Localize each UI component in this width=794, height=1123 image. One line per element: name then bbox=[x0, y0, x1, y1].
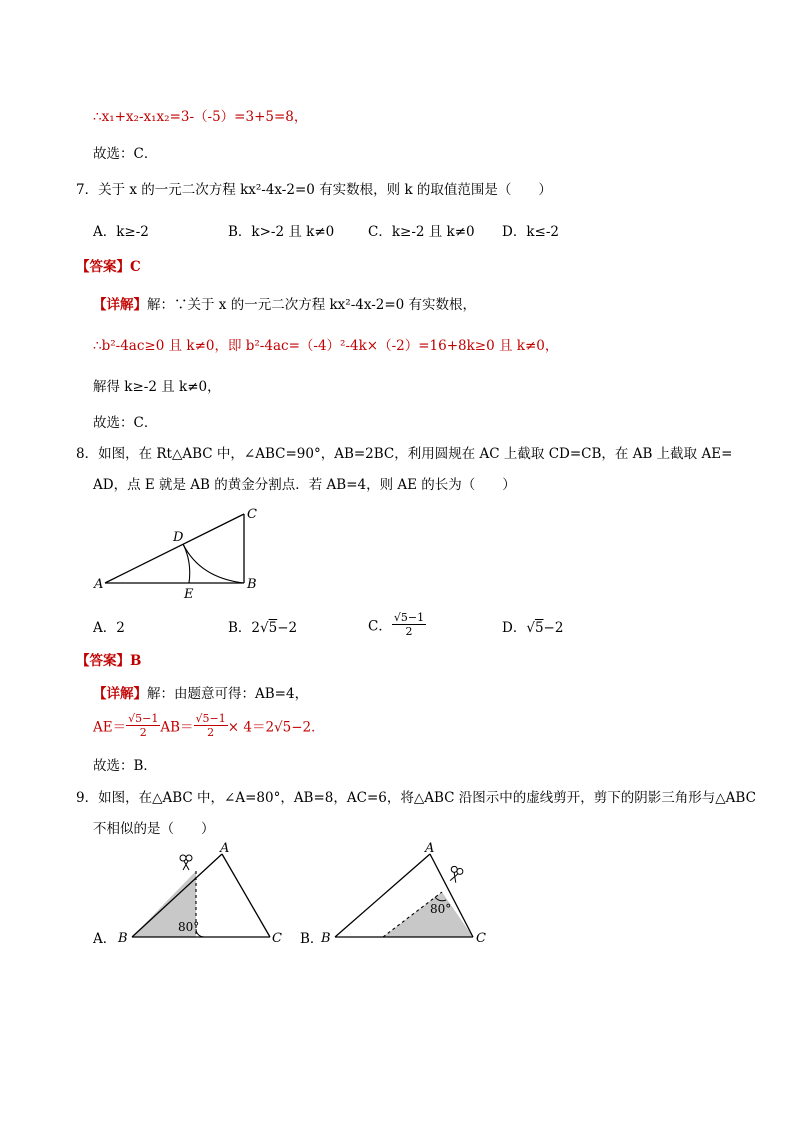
q7-option-b: B．k>-2 且 k≠0 bbox=[228, 224, 335, 240]
q8-arc-db bbox=[183, 544, 244, 583]
q8-label-a: A bbox=[94, 577, 104, 592]
q8-option-b bbox=[228, 619, 297, 637]
q9-stem-line1: 9．如图，在△ABC 中，∠A=80°，AB=8，AC=6，将△ABC 沿图示中的虚线剪开，剪下的阴影三角形与△ABC bbox=[76, 790, 756, 806]
q8-calc-frac-1 bbox=[126, 712, 160, 739]
q9-option-a-label: A． bbox=[93, 931, 117, 947]
q9-b-shaded-triangle bbox=[383, 892, 473, 937]
q9-option-b-label: B． bbox=[300, 931, 324, 947]
q7-line2: ∴b²-4ac≥0 且 k≠0，即 b²-4ac=（-4）²-4k×（-2）=16+8k≥0 且 k≠0， bbox=[93, 338, 559, 354]
q8-calc-ae: AE＝ bbox=[93, 719, 127, 736]
prev-choice: 故选：C． bbox=[93, 146, 158, 162]
q8-calc-frac-1-den: 2 bbox=[139, 726, 147, 739]
q9-b-angle-label: 80° bbox=[430, 902, 452, 916]
q9-a-angle-label: 80° bbox=[178, 920, 200, 934]
q8-option-b-suffix: −2 bbox=[277, 620, 298, 636]
q9-figure-a bbox=[112, 840, 292, 950]
q8-side-ac bbox=[105, 514, 244, 583]
q8-option-c bbox=[368, 611, 426, 638]
scissors-icon bbox=[180, 855, 192, 870]
q7-stem: 7．关于 x 的一元二次方程 kx²-4x-2=0 有实数根，则 k 的取值范围是（ ） bbox=[76, 182, 552, 198]
q7-option-d: D．k≤-2 bbox=[502, 224, 559, 240]
q8-label-d: D bbox=[173, 530, 184, 545]
q7-detail-label: 【详解】 bbox=[93, 297, 147, 313]
prev-calc-line: ∴x₁+x₂-x₁x₂=3-（-5）=3+5=8， bbox=[93, 109, 308, 125]
q7-detail bbox=[93, 296, 476, 314]
q8-calc-ab: AB＝ bbox=[160, 719, 194, 736]
q8-choice: 故选：B． bbox=[93, 758, 157, 774]
q8-label-e: E bbox=[184, 587, 194, 600]
scissors-icon bbox=[447, 865, 463, 883]
q8-option-d-prefix: D． bbox=[502, 620, 527, 636]
q8-option-d-suffix: −2 bbox=[543, 620, 564, 636]
q9-a-side-ac bbox=[222, 854, 270, 937]
q7-option-a: A．k≥-2 bbox=[93, 224, 149, 240]
q7-answer: 【答案】C bbox=[76, 259, 141, 275]
q9-a-label-b: B bbox=[118, 931, 128, 946]
q9-b-label-a: A bbox=[425, 841, 435, 856]
q8-option-b-root: 5 bbox=[268, 620, 278, 636]
q9-stem-line2: 不相似的是（ ） bbox=[93, 821, 215, 837]
q7-option-c: C．k≥-2 且 k≠0 bbox=[368, 224, 475, 240]
q9-figure-b bbox=[318, 840, 498, 950]
q8-option-b-prefix: B．2 bbox=[228, 620, 261, 636]
q8-figure-triangle bbox=[88, 500, 278, 600]
q8-calc-line bbox=[93, 712, 325, 739]
q8-label-c: C bbox=[247, 507, 257, 522]
q8-answer: 【答案】B bbox=[76, 653, 142, 669]
sqrt-icon: √ bbox=[260, 620, 269, 636]
q8-option-c-fraction bbox=[392, 611, 426, 638]
q8-calc-frac-1-num: √5−1 bbox=[128, 712, 159, 725]
q8-option-a: A．2 bbox=[93, 620, 125, 636]
q9-a-label-a: A bbox=[220, 841, 230, 856]
q8-stem-line1: 8．如图，在 Rt△ABC 中，∠ABC=90°，AB=2BC，利用圆规在 AC 上截取 CD=CB，在 AB 上截取 AE= bbox=[76, 446, 733, 462]
q8-calc-frac-2 bbox=[194, 712, 228, 739]
q8-stem-line2: AD，点 E 就是 AB 的黄金分割点．若 AB=4，则 AE 的长为（ ） bbox=[93, 477, 516, 493]
q8-calc-frac-2-den: 2 bbox=[207, 726, 215, 739]
q7-detail-text: 解：∵关于 x 的一元二次方程 kx²-4x-2=0 有实数根， bbox=[147, 297, 477, 313]
q8-calc-frac-2-num: √5−1 bbox=[195, 712, 226, 725]
q8-detail-label: 【详解】 bbox=[93, 686, 147, 702]
q7-choice: 故选：C． bbox=[93, 415, 158, 431]
q8-calc-tail: × 4＝2√5−2． bbox=[227, 719, 325, 736]
q8-label-b: B bbox=[247, 577, 257, 592]
sqrt-icon: √ bbox=[526, 620, 535, 636]
q8-detail bbox=[93, 685, 308, 703]
q9-a-label-c: C bbox=[272, 931, 282, 946]
q9-b-label-c: C bbox=[476, 931, 486, 946]
q8-detail-text: 解：由题意可得：AB=4， bbox=[147, 686, 309, 702]
q8-option-c-num: √5−1 bbox=[393, 611, 425, 624]
q8-option-d bbox=[502, 619, 563, 637]
q8-option-c-prefix: C． bbox=[368, 618, 392, 635]
q8-option-d-root: 5 bbox=[534, 620, 544, 636]
q8-option-c-den: 2 bbox=[405, 625, 413, 638]
q7-line3: 解得 k≥-2 且 k≠0， bbox=[93, 379, 221, 395]
q9-b-label-b: B bbox=[321, 931, 331, 946]
